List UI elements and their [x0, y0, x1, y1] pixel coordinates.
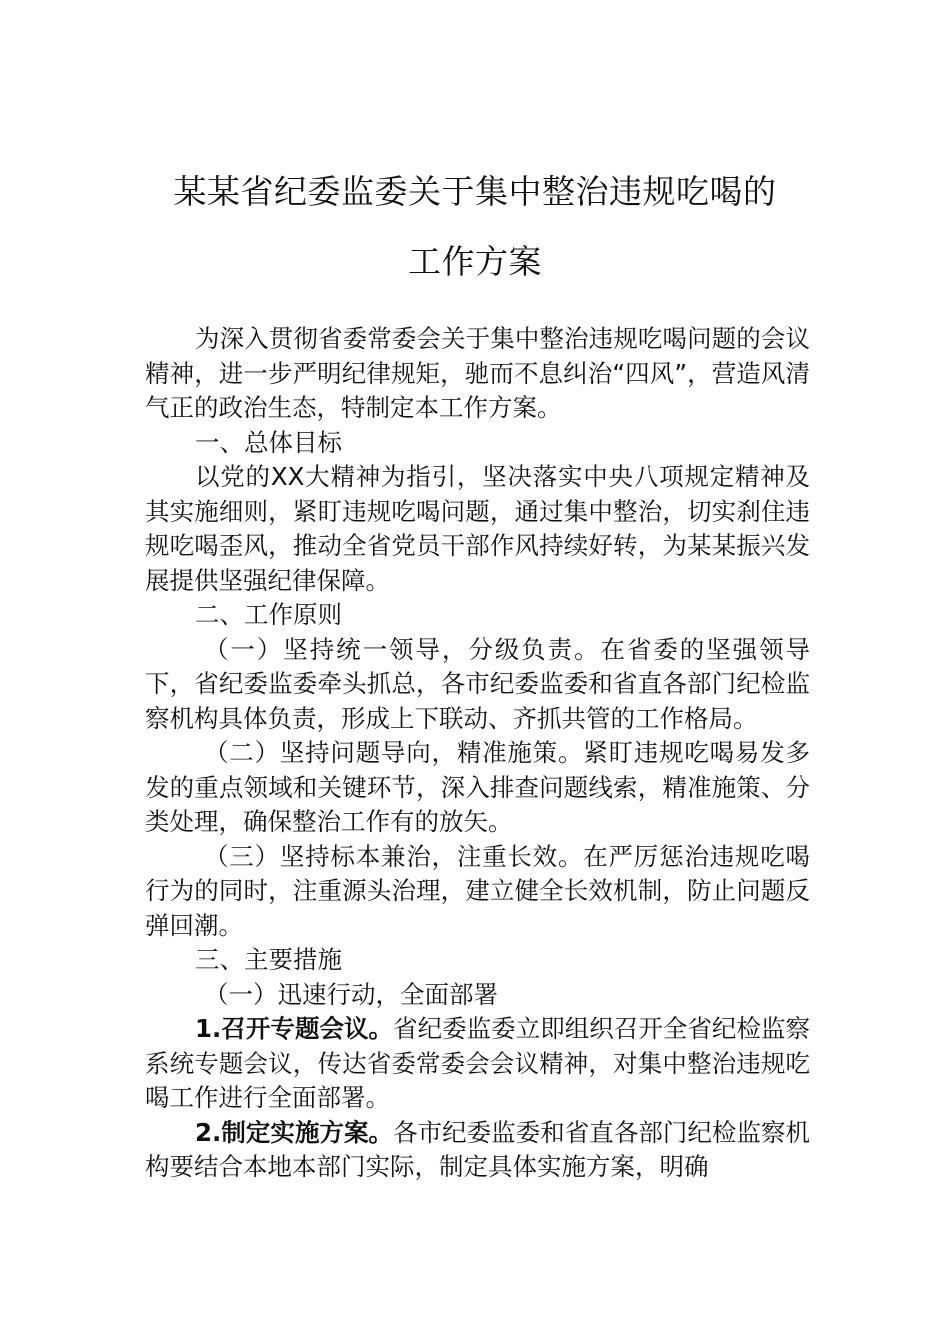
principle-1-paragraph: （一）坚持统一领导，分级负责。在省委的坚强领导下，省纪委监委牵头抓总，各市纪委监委和省直各部门纪检监察机构具体负责，形成上下联动、齐抓共管的工作格局。: [145, 634, 810, 733]
goals-paragraph: 以党的XX大精神为指引，坚决落实中央八项规定精神及其实施细则，紧盯违规吃喝问题，通过集中整治，切实刹住违规吃喝歪风，推动全省党员干部作风持续好转，为某某振兴发展提供坚强纪律保障。: [145, 462, 810, 595]
measure-2-lead: 2.制定实施方案。: [195, 1117, 394, 1147]
principle-2-paragraph: （二）坚持问题导向，精准施策。紧盯违规吃喝易发多发的重点领域和关键环节，深入排查问题线索，精准施策、分类处理，确保整治工作有的放矢。: [145, 738, 810, 836]
document-title-line-1: 某某省纪委监委关于集中整治违规吃喝的: [173, 172, 777, 211]
principle-3-paragraph: （三）坚持标本兼治，注重长效。在严厉惩治违规吃喝行为的同时，注重源头治理，建立健全长效机制，防止问题反弹回潮。: [145, 841, 810, 940]
measure-1-lead: 1.召开专题会议。: [195, 1014, 394, 1043]
section-heading-measures: 三、主要措施: [195, 945, 342, 974]
intro-paragraph: 为深入贯彻省委常委会关于集中整治违规吃喝问题的会议精神，进一步严明纪律规矩，驰而不息纠治“四风”，营造风清气正的政治生态，特制定本工作方案。: [145, 324, 810, 422]
section-heading-goals: 一、总体目标: [195, 427, 342, 457]
section-heading-principles: 二、工作原则: [195, 600, 342, 629]
measure-2-paragraph: 2.制定实施方案。各市纪委监委和省直各部门纪检监察机构要结合本地本部门实际，制定具体实施方案，明确: [145, 1117, 811, 1181]
measure-1-paragraph: 1.召开专题会议。省纪委监委立即组织召开全省纪检监察系统专题会议，传达省委常委会会议精神，对集中整治违规吃喝工作进行全面部署。: [145, 1014, 811, 1112]
document-title-line-2: 工作方案: [408, 242, 542, 281]
measures-subheading-1: （一）迅速行动，全面部署: [204, 979, 498, 1009]
document-body: [145, 322, 810, 1185]
